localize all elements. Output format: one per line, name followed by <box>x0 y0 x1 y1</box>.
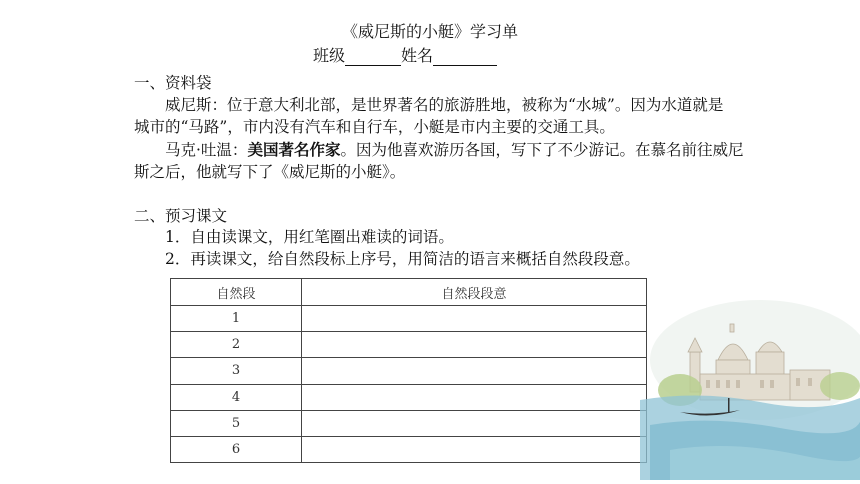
venice-desc-line2: 城市的“马路”，市内没有汽车和自行车，小艇是市内主要的交通工具。 <box>134 118 615 136</box>
twain-name: 马克·吐温： <box>165 141 248 159</box>
table-row <box>171 358 647 384</box>
twain-bold-text: 美国著名作家 <box>247 141 341 159</box>
venice-desc-line1: 威尼斯：位于意大利北部，是世界著名的旅游胜地，被称为“水城”。因为水道就是 <box>165 96 724 114</box>
paragraph-number: 2 <box>171 332 302 358</box>
paragraph-meaning-cell[interactable] <box>302 358 647 384</box>
paragraph-meaning-cell[interactable] <box>302 332 647 358</box>
table-row <box>171 384 647 410</box>
table-row <box>171 410 647 436</box>
task-item-1: 1．自由读课文，用红笔圈出难读的词语。 <box>165 228 454 246</box>
section2-heading: 二、预习课文 <box>134 207 228 225</box>
twain-rest: 。因为他喜欢游历各国，写下了不少游记。在慕名前往威尼 <box>340 141 744 159</box>
paragraph-number: 6 <box>171 436 302 462</box>
class-name-line <box>313 46 497 66</box>
table-row <box>171 436 647 462</box>
col-paragraph-header: 自然段 <box>171 279 302 306</box>
paragraph-summary-table <box>170 278 647 463</box>
paragraph-meaning-cell[interactable] <box>302 436 647 462</box>
table-row <box>171 306 647 332</box>
paragraph-meaning-cell[interactable] <box>302 410 647 436</box>
task-item-2: 2．再读课文，给自然段标上序号，用简洁的语言来概括自然段段意。 <box>165 250 640 268</box>
paragraph-number: 4 <box>171 384 302 410</box>
table-header-row <box>171 279 647 306</box>
twain-desc-line2: 斯之后，他就写下了《威尼斯的小艇》。 <box>134 163 406 181</box>
section1-heading: 一、资料袋 <box>134 74 212 92</box>
paragraph-number: 5 <box>171 410 302 436</box>
paragraph-meaning-cell[interactable] <box>302 306 647 332</box>
name-blank[interactable] <box>433 49 497 66</box>
col-meaning-header: 自然段段意 <box>302 279 647 306</box>
class-blank[interactable] <box>345 49 401 66</box>
twain-desc-line1 <box>165 139 743 161</box>
paragraph-meaning-cell[interactable] <box>302 384 647 410</box>
paragraph-number: 3 <box>171 358 302 384</box>
class-label: 班级 <box>313 46 346 65</box>
venice-watercolor-illustration <box>640 290 860 480</box>
paragraph-number: 1 <box>171 306 302 332</box>
table-row <box>171 332 647 358</box>
name-label: 姓名 <box>401 46 434 65</box>
worksheet-title: 《威尼斯的小艇》学习单 <box>341 22 518 41</box>
